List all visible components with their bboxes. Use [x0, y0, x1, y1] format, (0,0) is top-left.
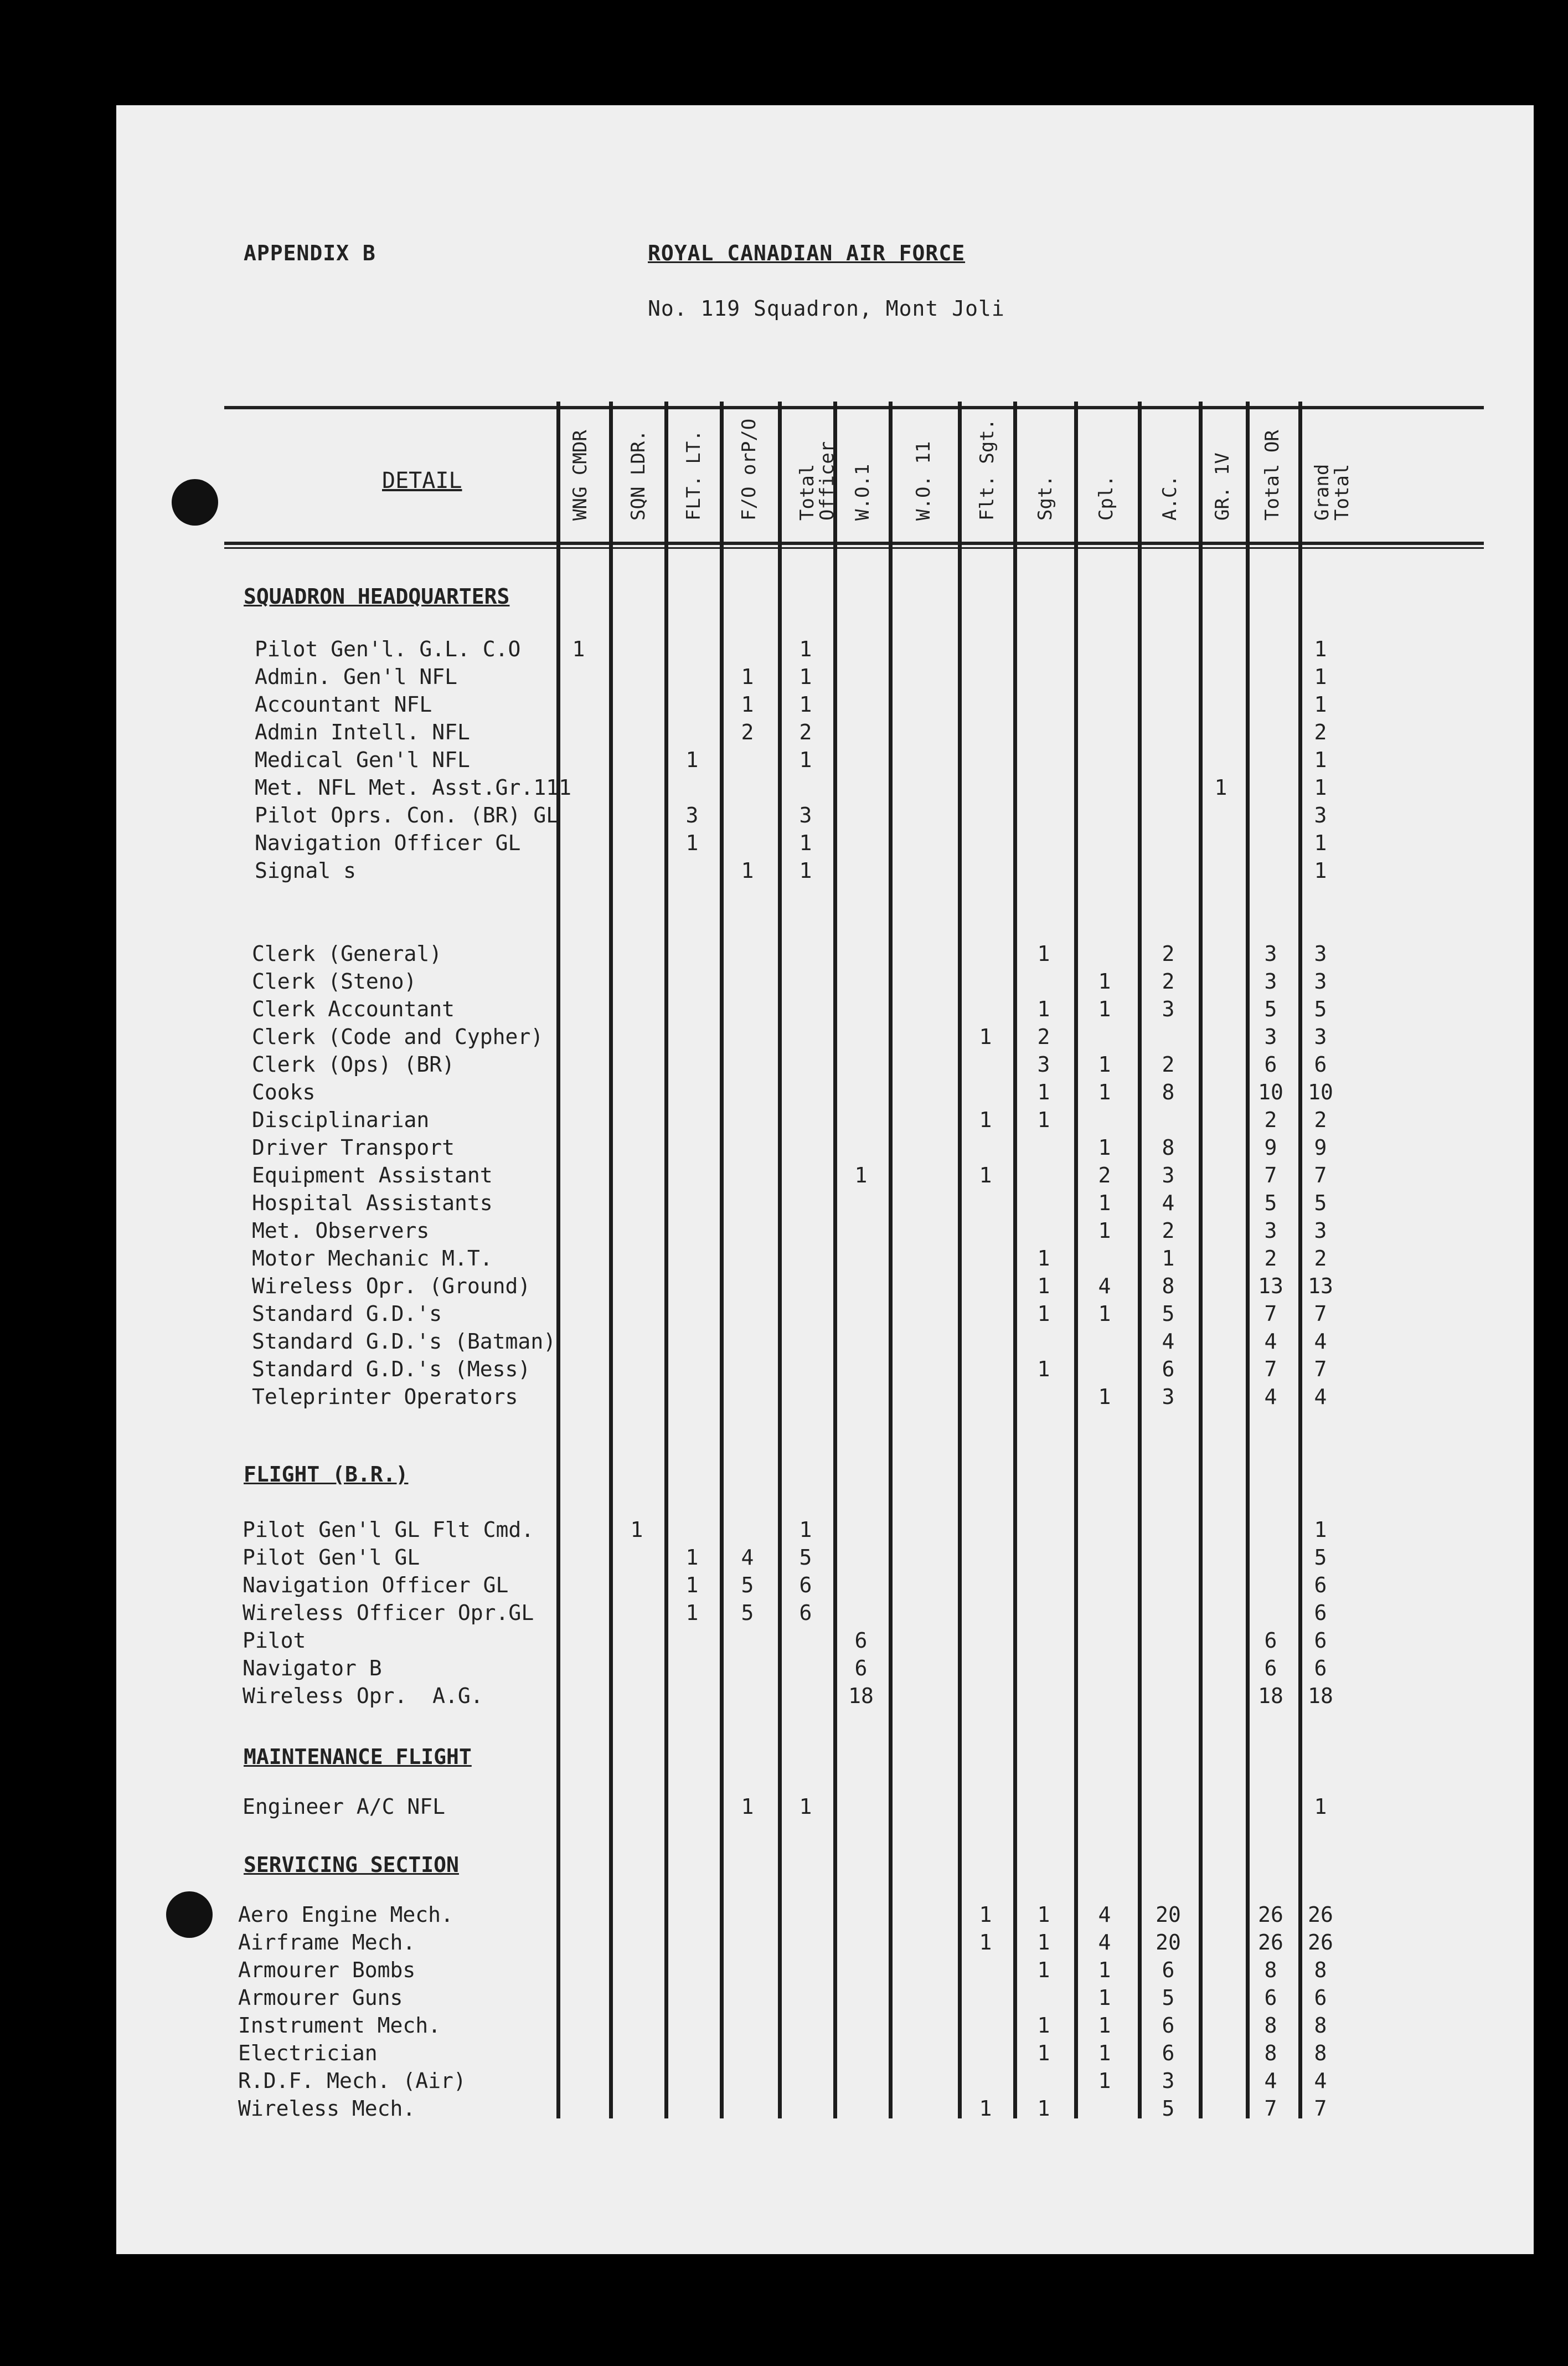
table-cell: 1 [1037, 1902, 1050, 1927]
table-cell: 6 [854, 1656, 868, 1680]
row-label: Standard G.D.'s (Mess) [252, 1357, 531, 1381]
table-cell: 1 [1037, 1302, 1050, 1326]
table-cell: 6 [1264, 1656, 1277, 1680]
table-top-rule [224, 406, 1484, 409]
table-cell: 1 [685, 831, 699, 855]
table-cell: 6 [1162, 1958, 1175, 1982]
table-cell: 5 [1314, 1545, 1327, 1570]
table-cell: 2 [1037, 1025, 1050, 1049]
table-cell: 4 [1264, 1385, 1277, 1409]
table-cell: 6 [799, 1601, 812, 1625]
column-header: A.C. [1159, 475, 1181, 521]
table-cell: 4 [1314, 1329, 1327, 1354]
table-cell: 6 [1162, 1357, 1175, 1381]
table-cell: 1 [854, 1163, 868, 1187]
row-label: Teleprinter Operators [252, 1385, 518, 1409]
column-header: WNG CMDR [569, 430, 591, 521]
table-cell: 1 [1098, 1191, 1111, 1215]
column-divider [833, 402, 837, 2118]
row-label: Wireless Opr. (Ground) [252, 1274, 531, 1298]
table-cell: 1 [741, 665, 754, 689]
table-cell: 1 [1037, 942, 1050, 966]
table-cell: 1 [1098, 1986, 1111, 2010]
table-cell: 1 [1314, 831, 1327, 855]
row-label: Clerk (Steno) [252, 969, 417, 994]
row-label: Standard G.D.'s (Batman) [252, 1329, 556, 1354]
table-cell: 1 [1314, 692, 1327, 717]
table-cell: 2 [1264, 1108, 1277, 1132]
table-cell: 18 [1258, 1684, 1283, 1708]
column-header: SQN LDR. [627, 430, 649, 521]
table-cell: 1 [1314, 748, 1327, 772]
table-cell: 1 [1037, 2041, 1050, 2065]
table-cell: 9 [1264, 1135, 1277, 1160]
table-cell: 2 [1162, 1218, 1175, 1243]
row-label: Equipment Assistant [252, 1163, 493, 1187]
row-label: Armourer Guns [238, 1986, 403, 2010]
table-cell: 1 [979, 1025, 992, 1049]
table-cell: 1 [1037, 2013, 1050, 2038]
table-cell: 3 [1314, 969, 1327, 994]
table-cell: 1 [799, 748, 812, 772]
table-cell: 5 [1162, 1986, 1175, 2010]
table-cell: 1 [741, 692, 754, 717]
table-cell: 4 [1162, 1191, 1175, 1215]
table-cell: 4 [1264, 1329, 1277, 1354]
table-cell: 6 [1314, 1628, 1327, 1653]
table-cell: 7 [1264, 1302, 1277, 1326]
row-label: Medical Gen'l NFL [255, 748, 470, 772]
table-cell: 13 [1258, 1274, 1283, 1298]
table-cell: 1 [572, 637, 585, 661]
document-title: ROYAL CANADIAN AIR FORCE [648, 241, 966, 265]
table-cell: 3 [1314, 803, 1327, 827]
table-cell: 1 [979, 1163, 992, 1187]
table-cell: 3 [1264, 1025, 1277, 1049]
table-cell: 1 [799, 637, 812, 661]
table-cell: 4 [1264, 2069, 1277, 2093]
table-cell: 2 [1162, 969, 1175, 994]
table-cell: 2 [1314, 720, 1327, 744]
table-cell: 8 [1314, 1958, 1327, 1982]
table-cell: 1 [1314, 858, 1327, 883]
row-label: Accountant NFL [255, 692, 432, 717]
table-cell: 1 [685, 1601, 699, 1625]
table-cell: 5 [741, 1573, 754, 1597]
table-cell: 1 [799, 1794, 812, 1819]
table-cell: 1 [685, 748, 699, 772]
row-label: Clerk (Code and Cypher) [252, 1025, 544, 1049]
row-label: Pilot [243, 1628, 306, 1653]
row-label: Met. Observers [252, 1218, 430, 1243]
row-label: Navigation Officer GL [243, 1573, 509, 1597]
table-cell: 2 [1314, 1246, 1327, 1271]
column-header: Flt. Sgt. [976, 418, 998, 521]
table-cell: 9 [1314, 1135, 1327, 1160]
row-label: Clerk Accountant [252, 997, 455, 1021]
row-label: Armourer Bombs [238, 1958, 416, 1982]
row-label: Wireless Officer Opr.GL [243, 1601, 534, 1625]
table-cell: 1 [1314, 775, 1327, 800]
row-label: Cooks [252, 1080, 316, 1104]
table-cell: 7 [1264, 1163, 1277, 1187]
table-cell: 1 [1098, 2041, 1111, 2065]
table-cell: 5 [1162, 1302, 1175, 1326]
table-cell: 3 [799, 803, 812, 827]
table-header-rule [224, 542, 1484, 545]
column-divider [1199, 402, 1203, 2118]
table-header-rule-2 [224, 547, 1484, 549]
table-cell: 20 [1156, 1902, 1181, 1927]
column-header: Total Officer [796, 441, 838, 521]
column-header: W.O. 11 [912, 441, 935, 521]
table-cell: 1 [1037, 1930, 1050, 1954]
row-label: Clerk (Ops) (BR) [252, 1052, 455, 1077]
table-cell: 1 [1037, 1274, 1050, 1298]
table-cell: 8 [1264, 1958, 1277, 1982]
table-cell: 1 [979, 1108, 992, 1132]
table-cell: 6 [1314, 1986, 1327, 2010]
table-cell: 3 [685, 803, 699, 827]
table-cell: 3 [1264, 942, 1277, 966]
table-cell: 3 [1162, 2069, 1175, 2093]
row-label: Driver Transport [252, 1135, 455, 1160]
table-cell: 2 [1314, 1108, 1327, 1132]
table-cell: 1 [1098, 1052, 1111, 1077]
row-label: Admin. Gen'l NFL [255, 665, 458, 689]
column-divider [1246, 402, 1250, 2118]
table-cell: 5 [1314, 1191, 1327, 1215]
punch-hole [172, 479, 218, 526]
table-cell: 1 [1098, 1958, 1111, 1982]
table-cell: 2 [1162, 1052, 1175, 1077]
table-cell: 1 [979, 1930, 992, 1954]
table-cell: 1 [1098, 1302, 1111, 1326]
table-cell: 1 [1314, 1518, 1327, 1542]
table-cell: 1 [799, 831, 812, 855]
table-cell: 1 [1037, 1246, 1050, 1271]
row-label: Airframe Mech. [238, 1930, 416, 1954]
table-cell: 6 [1264, 1628, 1277, 1653]
table-cell: 4 [1162, 1329, 1175, 1354]
table-cell: 8 [1162, 1135, 1175, 1160]
row-label: Met. NFL Met. Asst.Gr.111 [255, 775, 571, 800]
row-label: Disciplinarian [252, 1108, 430, 1132]
table-cell: 5 [1264, 1191, 1277, 1215]
table-cell: 6 [1314, 1052, 1327, 1077]
table-cell: 1 [979, 2096, 992, 2121]
row-label: Electrician [238, 2041, 378, 2065]
table-cell: 1 [1098, 969, 1111, 994]
column-divider [1138, 402, 1142, 2118]
section-heading: MAINTENANCE FLIGHT [244, 1745, 472, 1769]
table-cell: 3 [1314, 1218, 1327, 1243]
table-cell: 10 [1308, 1080, 1333, 1104]
table-cell: 8 [1162, 1274, 1175, 1298]
table-cell: 13 [1308, 1274, 1333, 1298]
table-cell: 6 [1162, 2013, 1175, 2038]
row-label: Engineer A/C NFL [243, 1794, 446, 1819]
table-cell: 1 [1098, 1218, 1111, 1243]
column-header: Total OR [1261, 430, 1283, 521]
column-divider [1074, 402, 1078, 2118]
table-cell: 1 [1098, 997, 1111, 1021]
table-cell: 8 [1162, 1080, 1175, 1104]
row-label: Motor Mechanic M.T. [252, 1246, 493, 1271]
row-label: Standard G.D.'s [252, 1302, 442, 1326]
table-cell: 1 [685, 1573, 699, 1597]
table-cell: 1 [1037, 1958, 1050, 1982]
column-header: W.O.1 [852, 464, 874, 521]
table-cell: 5 [1314, 997, 1327, 1021]
column-header: F/O orP/O [738, 418, 760, 521]
table-cell: 1 [1037, 997, 1050, 1021]
table-cell: 26 [1308, 1930, 1333, 1954]
table-cell: 1 [799, 1518, 812, 1542]
table-cell: 3 [1037, 1052, 1050, 1077]
table-cell: 1 [1098, 1385, 1111, 1409]
table-cell: 7 [1264, 2096, 1277, 2121]
table-cell: 4 [1098, 1930, 1111, 1954]
table-cell: 1 [685, 1545, 699, 1570]
table-cell: 5 [1264, 997, 1277, 1021]
table-cell: 6 [1162, 2041, 1175, 2065]
column-divider [889, 402, 893, 2118]
table-cell: 6 [1314, 1573, 1327, 1597]
table-cell: 6 [854, 1628, 868, 1653]
row-label: Instrument Mech. [238, 2013, 441, 2038]
row-label: Navigation Officer GL [255, 831, 521, 855]
table-cell: 1 [741, 858, 754, 883]
column-header: Cpl. [1095, 475, 1117, 521]
table-cell: 7 [1314, 1163, 1327, 1187]
table-cell: 7 [1314, 1302, 1327, 1326]
table-cell: 5 [799, 1545, 812, 1570]
row-label: Navigator B [243, 1656, 382, 1680]
table-cell: 5 [1162, 2096, 1175, 2121]
column-divider [1013, 402, 1017, 2118]
table-cell: 2 [1264, 1246, 1277, 1271]
table-cell: 4 [741, 1545, 754, 1570]
table-cell: 2 [1162, 942, 1175, 966]
table-cell: 1 [1037, 1357, 1050, 1381]
table-cell: 1 [1098, 1080, 1111, 1104]
table-cell: 3 [1314, 1025, 1327, 1049]
table-cell: 3 [1162, 1385, 1175, 1409]
table-cell: 1 [979, 1902, 992, 1927]
appendix-label: APPENDIX B [244, 241, 376, 265]
table-cell: 1 [1037, 2096, 1050, 2121]
table-cell: 1 [1314, 665, 1327, 689]
section-heading: SQUADRON HEADQUARTERS [244, 584, 510, 609]
table-cell: 3 [1264, 969, 1277, 994]
table-cell: 1 [1314, 1794, 1327, 1819]
table-cell: 26 [1308, 1902, 1333, 1927]
table-cell: 26 [1258, 1902, 1283, 1927]
table-cell: 1 [1037, 1080, 1050, 1104]
table-cell: 7 [1264, 1357, 1277, 1381]
table-cell: 1 [799, 858, 812, 883]
table-cell: 5 [741, 1601, 754, 1625]
table-cell: 1 [1162, 1246, 1175, 1271]
table-cell: 7 [1314, 2096, 1327, 2121]
table-cell: 1 [1314, 637, 1327, 661]
detail-column-header: DETAIL [382, 468, 462, 493]
column-divider [664, 402, 668, 2118]
table-cell: 10 [1258, 1080, 1283, 1104]
section-heading: SERVICING SECTION [244, 1853, 459, 1877]
table-cell: 2 [799, 720, 812, 744]
punch-hole [166, 1891, 213, 1938]
row-label: Hospital Assistants [252, 1191, 493, 1215]
row-label: R.D.F. Mech. (Air) [238, 2069, 466, 2093]
table-cell: 8 [1264, 2041, 1277, 2065]
column-header: Sgt. [1034, 475, 1056, 521]
table-cell: 1 [799, 692, 812, 717]
table-cell: 1 [1098, 2069, 1111, 2093]
table-cell: 20 [1156, 1930, 1181, 1954]
table-cell: 3 [1264, 1218, 1277, 1243]
row-label: Aero Engine Mech. [238, 1902, 453, 1927]
table-cell: 1 [1214, 775, 1227, 800]
table-cell: 3 [1314, 942, 1327, 966]
table-cell: 6 [1264, 1052, 1277, 1077]
row-label: Wireless Opr. A.G. [243, 1684, 483, 1708]
column-divider [778, 402, 782, 2118]
table-cell: 1 [630, 1518, 643, 1542]
column-header: FLT. LT. [683, 430, 705, 521]
section-heading: FLIGHT (B.R.) [244, 1462, 409, 1487]
column-header: Grand Total [1311, 464, 1353, 521]
table-cell: 6 [1314, 1656, 1327, 1680]
table-cell: 8 [1314, 2013, 1327, 2038]
table-cell: 7 [1314, 1357, 1327, 1381]
row-label: Signal s [255, 858, 357, 883]
table-cell: 2 [1098, 1163, 1111, 1187]
table-cell: 6 [799, 1573, 812, 1597]
table-cell: 4 [1314, 2069, 1327, 2093]
row-label: Pilot Gen'l GL [243, 1545, 420, 1570]
table-cell: 18 [848, 1684, 874, 1708]
document-subtitle: No. 119 Squadron, Mont Joli [648, 296, 1005, 321]
table-cell: 2 [741, 720, 754, 744]
row-label: Clerk (General) [252, 942, 442, 966]
table-cell: 1 [1098, 1135, 1111, 1160]
table-cell: 6 [1314, 1601, 1327, 1625]
row-label: Pilot Oprs. Con. (BR) GL [255, 803, 559, 827]
row-label: Wireless Mech. [238, 2096, 416, 2121]
table-cell: 4 [1314, 1385, 1327, 1409]
row-label: Pilot Gen'l GL Flt Cmd. [243, 1518, 534, 1542]
table-cell: 1 [741, 1794, 754, 1819]
row-label: Admin Intell. NFL [255, 720, 470, 744]
column-divider [720, 402, 724, 2118]
table-cell: 18 [1308, 1684, 1333, 1708]
column-divider [958, 402, 962, 2118]
table-cell: 1 [799, 665, 812, 689]
table-cell: 3 [1162, 997, 1175, 1021]
table-cell: 1 [1098, 2013, 1111, 2038]
table-cell: 8 [1314, 2041, 1327, 2065]
table-cell: 6 [1264, 1986, 1277, 2010]
column-header: GR. 1V [1211, 452, 1234, 521]
table-cell: 4 [1098, 1902, 1111, 1927]
table-cell: 4 [1098, 1274, 1111, 1298]
table-cell: 26 [1258, 1930, 1283, 1954]
column-divider [609, 402, 613, 2118]
table-cell: 1 [1037, 1108, 1050, 1132]
table-cell: 8 [1264, 2013, 1277, 2038]
row-label: Pilot Gen'l. G.L. C.O [255, 637, 521, 661]
table-cell: 3 [1162, 1163, 1175, 1187]
